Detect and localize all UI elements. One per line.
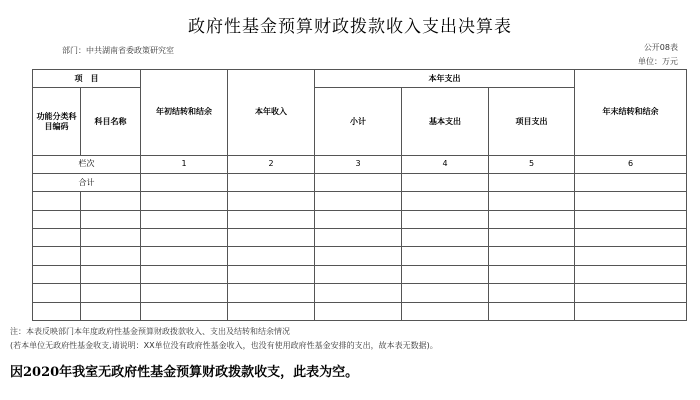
header-subject-name: 科目名称 — [81, 88, 141, 155]
table-cell — [33, 229, 81, 247]
table-row — [33, 302, 687, 320]
table-cell — [81, 265, 141, 283]
table-row — [33, 265, 687, 283]
form-code: 公开08表 — [643, 43, 678, 52]
table-cell — [33, 210, 81, 228]
table-row — [33, 247, 687, 265]
table-cell — [402, 229, 489, 247]
table-cell — [575, 192, 687, 210]
table-cell — [33, 265, 81, 283]
table-cell — [141, 192, 228, 210]
table-cell — [81, 247, 141, 265]
table-cell — [141, 247, 228, 265]
table-cell — [315, 192, 402, 210]
col-number: 4 — [402, 155, 489, 173]
table-cell — [228, 174, 315, 192]
table-cell — [489, 247, 575, 265]
table-cell — [81, 284, 141, 302]
table-cell — [402, 247, 489, 265]
total-row — [33, 174, 687, 192]
table-cell — [575, 284, 687, 302]
table-cell — [315, 284, 402, 302]
table-cell — [141, 265, 228, 283]
total-label: 合计 — [33, 174, 141, 192]
col-number: 3 — [315, 155, 402, 173]
table-cell — [81, 229, 141, 247]
table-cell — [489, 229, 575, 247]
unit-label: 单位：万元 — [638, 57, 678, 66]
column-index-row — [33, 155, 687, 173]
header-row-1 — [33, 70, 687, 88]
table-cell — [489, 210, 575, 228]
table-row — [33, 192, 687, 210]
header-income: 本年收入 — [228, 70, 315, 156]
table-cell — [489, 192, 575, 210]
report-title: 政府性基金预算财政拨款收入支出决算表 — [188, 17, 512, 37]
table-cell — [228, 247, 315, 265]
department-label: 部门：中共湖南省委政策研究室 — [62, 46, 174, 55]
table-row — [33, 210, 687, 228]
table-cell — [402, 210, 489, 228]
header-func-code: 功能分类科目编码 — [33, 88, 81, 155]
header-expend: 本年支出 — [315, 70, 575, 88]
table-cell — [81, 210, 141, 228]
col-number: 2 — [228, 155, 315, 173]
table-cell — [575, 265, 687, 283]
table-cell — [141, 284, 228, 302]
table-cell — [141, 229, 228, 247]
table-cell — [575, 247, 687, 265]
table-cell — [228, 265, 315, 283]
table-cell — [141, 174, 228, 192]
budget-table — [32, 69, 687, 321]
table-cell — [315, 302, 402, 320]
table-cell — [489, 284, 575, 302]
table-cell — [33, 302, 81, 320]
table-cell — [315, 174, 402, 192]
col-number: 5 — [489, 155, 575, 173]
note-line-1: 注：本表反映部门本年度政府性基金预算财政拨款收入、支出及结转和结余情况 — [10, 327, 290, 336]
table-cell — [228, 192, 315, 210]
table-cell — [33, 192, 81, 210]
row-index-label: 栏次 — [33, 155, 141, 173]
table-cell — [402, 302, 489, 320]
table-cell — [81, 302, 141, 320]
header-basic: 基本支出 — [402, 88, 489, 155]
table-cell — [141, 302, 228, 320]
table-cell — [228, 302, 315, 320]
table-cell — [81, 192, 141, 210]
table-cell — [489, 265, 575, 283]
header-subtotal: 小计 — [315, 88, 402, 155]
table-cell — [575, 210, 687, 228]
table-cell — [402, 284, 489, 302]
table-cell — [315, 210, 402, 228]
header-project: 项目支出 — [489, 88, 575, 155]
table-cell — [489, 174, 575, 192]
table-cell — [33, 247, 81, 265]
table-cell — [141, 210, 228, 228]
table-cell — [228, 210, 315, 228]
table-cell — [489, 302, 575, 320]
empty-statement: 因2020年我室无政府性基金预算财政拨款收支，此表为空。 — [10, 365, 359, 380]
table-cell — [575, 174, 687, 192]
table-cell — [575, 229, 687, 247]
table-cell — [402, 174, 489, 192]
note-line-2: (若本单位无政府性基金收支,请说明：XX单位没有政府性基金收入，也没有使用政府性基金安排的支出，故本表无数据)。 — [10, 341, 438, 350]
table-row — [33, 229, 687, 247]
header-begin-balance: 年初结转和结余 — [141, 70, 228, 156]
table-row — [33, 284, 687, 302]
table-cell — [575, 302, 687, 320]
table-cell — [228, 284, 315, 302]
table-cell — [33, 284, 81, 302]
table-cell — [402, 265, 489, 283]
table-cell — [402, 192, 489, 210]
table-cell — [315, 265, 402, 283]
col-number: 1 — [141, 155, 228, 173]
table-cell — [315, 247, 402, 265]
header-end-balance: 年末结转和结余 — [575, 70, 687, 156]
table-cell — [315, 229, 402, 247]
col-number: 6 — [575, 155, 687, 173]
header-item: 项 目 — [33, 70, 141, 88]
table-cell — [228, 229, 315, 247]
